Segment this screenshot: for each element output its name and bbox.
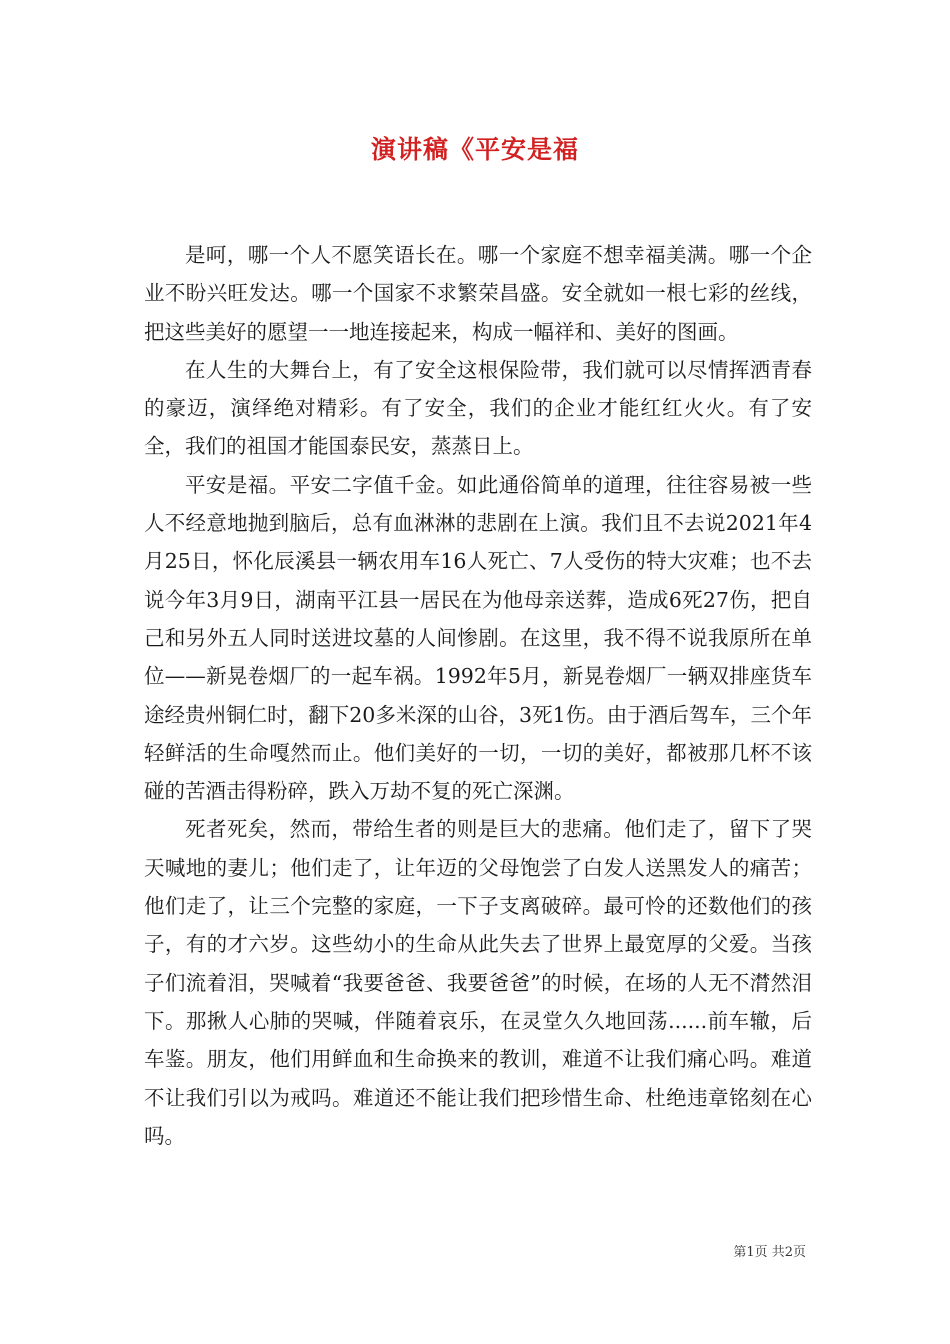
paragraph-3: 平安是福。平安二字值千金。如此通俗简单的道理，往往容易被一些人不经意地抛到脑后，总有血淋淋的悲剧在上演。我们且不去说2021年4月25日，怀化辰溪县一辆农用车16人死亡、7人受伤的特大灾难；也不去说今年3月9日，湖南平江县一居民在为他母亲送葬，造成6死27伤，把自己和另外五人同时送进坟墓的人间惨剧。在这里，我不得不说我原所在单位——新晃卷烟厂的一起车祸。1992年5月，新晃卷烟厂一辆双排座货车途经贵州铜仁时，翻下20多米深的山谷，3死1伤。由于酒后驾车，三个年轻鲜活的生命嘎然而止。他们美好的一切，一切的美好，都被那几杯不该碰的苦酒击得粉碎，跌入万劫不复的死亡深渊。 <box>144 472 812 804</box>
paragraph-2: 在人生的大舞台上，有了安全这根保险带，我们就可以尽情挥洒青春的豪迈，演绎绝对精彩。有了安全，我们的企业才能红红火火。有了安全，我们的祖国才能国泰民安，蒸蒸日上。 <box>144 357 812 459</box>
page-footer: 第1页 共2页 <box>733 1245 806 1260</box>
paragraph-1: 是呵，哪一个人不愿笑语长在。哪一个家庭不想幸福美满。哪一个企业不盼兴旺发达。哪一个国家不求繁荣昌盛。安全就如一根七彩的丝线，把这些美好的愿望一一地连接起来，构成一幅祥和、美好的图画。 <box>144 243 812 344</box>
document-body <box>144 236 812 1155</box>
paragraph-4: 死者死矣，然而，带给生者的则是巨大的悲痛。他们走了，留下了哭天喊地的妻儿；他们走了，让年迈的父母饱尝了白发人送黑发人的痛苦；他们走了，让三个完整的家庭，一下子支离破碎。最可怜的还数他们的孩子，有的才六岁。这些幼小的生命从此失去了世界上最宽厚的父爱。当孩子们流着泪，哭喊着“我要爸爸、我要爸爸”的时候，在场的人无不潸然泪下。那揪人心肺的哭喊，伴随着哀乐，在灵堂久久地回荡......前车辙，后车鉴。朋友，他们用鲜血和生命换来的教训，难道不让我们痛心吗。难道不让我们引以为戒吗。难道还不能让我们把珍惜生命、杜绝违章铭刻在心吗。 <box>144 817 812 1148</box>
document-title: 演讲稿《平安是福 <box>370 135 579 164</box>
